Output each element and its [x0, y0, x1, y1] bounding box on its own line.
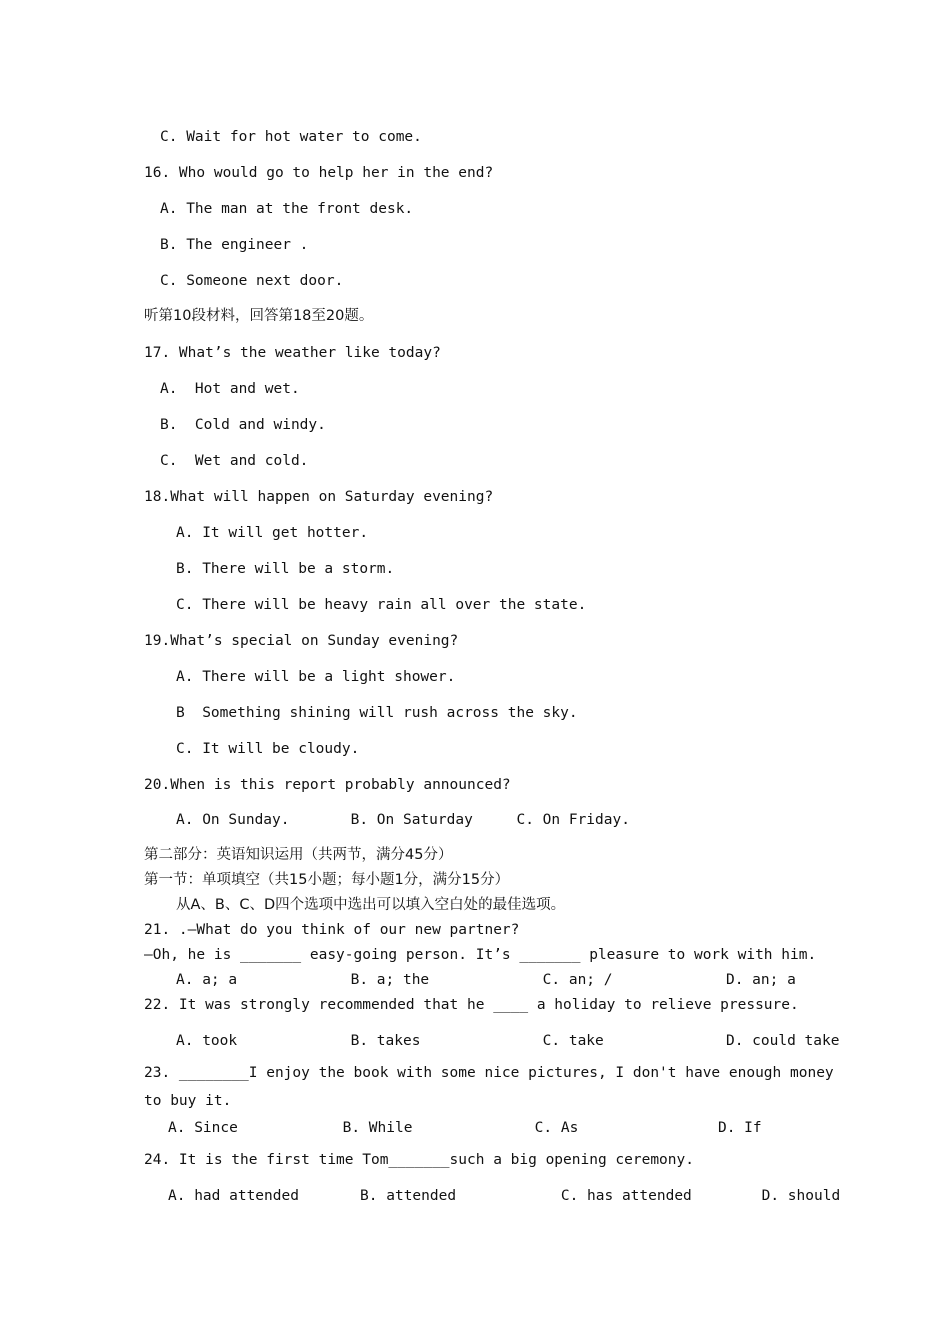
- section1-instruction: 从A、B、C、D四个选项中选出可以填入空白处的最佳选项。: [176, 897, 566, 913]
- q19-option-a: A. There will be a light shower.: [176, 669, 456, 685]
- q19-question: 19.What’s special on Sunday evening?: [144, 633, 459, 649]
- q19-option-b: B Something shining will rush across the sky.: [176, 705, 578, 721]
- q16-question: 16. Who would go to help her in the end?: [144, 165, 494, 181]
- q24-question: 24. It is the first time Tom_______such a big opening ceremony.: [144, 1152, 694, 1168]
- q23-question-cont: to buy it.: [144, 1093, 232, 1109]
- q18-option-a: A. It will get hotter.: [176, 525, 369, 541]
- q21-question: 21. .—What do you think of our new partner?: [144, 922, 520, 938]
- q18-option-b: B. There will be a storm.: [176, 561, 395, 577]
- q18-option-c: C. There will be heavy rain all over the state.: [176, 597, 587, 613]
- q17-option-a: A. Hot and wet.: [160, 381, 300, 397]
- q22-options: A. took B. takes C. take D. could take: [176, 1033, 840, 1049]
- q23-options: A. Since B. While C. As D. If: [168, 1120, 762, 1136]
- q24-options: A. had attended B. attended C. has attended D. should: [168, 1188, 841, 1204]
- q17-option-b: B. Cold and windy.: [160, 417, 326, 433]
- q18-question: 18.What will happen on Saturday evening?: [144, 489, 494, 505]
- q16-option-a: A. The man at the front desk.: [160, 201, 414, 217]
- q23-question: 23. ________I enjoy the book with some nice pictures, I don't have enough money: [144, 1065, 834, 1081]
- q19-option-c: C. It will be cloudy.: [176, 741, 360, 757]
- part2-heading: 第二部分：英语知识运用（共两节，满分45分）: [144, 847, 453, 863]
- q20-question: 20.When is this report probably announced?: [144, 777, 511, 793]
- q21-options: A. a; a B. a; the C. an; / D. an; a: [176, 972, 796, 988]
- q17-question: 17. What’s the weather like today?: [144, 345, 441, 361]
- q21-dialogue: —Oh, he is _______ easy-going person. It’s _______ pleasure to work with him.: [144, 947, 817, 963]
- q15-option-c: C. Wait for hot water to come.: [160, 129, 422, 145]
- section1-heading: 第一节：单项填空（共15小题；每小题1分，满分15分）: [144, 872, 510, 888]
- q16-option-c: C. Someone next door.: [160, 273, 344, 289]
- section-instruction-10: 听第10段材料，回答第18至20题。: [144, 308, 374, 324]
- q17-option-c: C. Wet and cold.: [160, 453, 309, 469]
- q16-option-b: B. The engineer .: [160, 237, 309, 253]
- q20-options: A. On Sunday. B. On Saturday C. On Friday.: [176, 812, 630, 828]
- q22-question: 22. It was strongly recommended that he ____ a holiday to relieve pressure.: [144, 997, 799, 1013]
